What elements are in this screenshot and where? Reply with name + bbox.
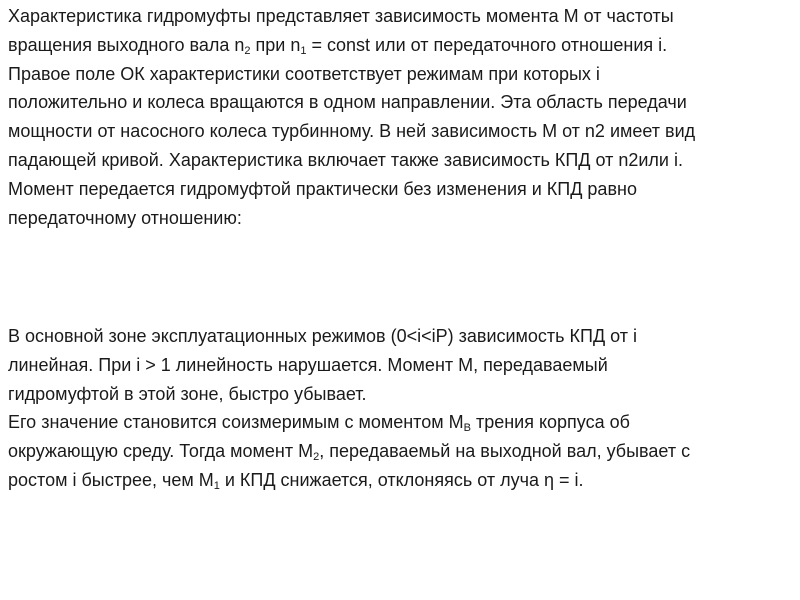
text-run: и КПД снижается, отклоняясь от луча η = i. <box>219 469 584 490</box>
text-run: при n <box>250 34 301 55</box>
text-run: , передаваемьй на выходной вал, убывает с <box>319 441 691 462</box>
text-line <box>8 408 798 437</box>
text-line <box>8 31 798 60</box>
text-run: окружающую среду. Тогда момент М <box>8 441 314 462</box>
text-line: падающей кривой. Характеристика включает также зависимость КПД от n2или i. <box>8 149 683 170</box>
text-line: Момент передается гидромуфтой практически без изменения и КПД равно <box>8 178 637 199</box>
text-run: вращения выходного вала n <box>8 34 245 55</box>
text-run: ростом i быстрее, чем М <box>8 469 214 490</box>
text-line: линейная. При i > 1 линейность нарушается. Момент М, передаваемый <box>8 354 608 375</box>
subscript: 1 <box>300 44 307 57</box>
subscript: В <box>463 422 471 435</box>
subscript: 2 <box>313 451 320 464</box>
text-line: В основной зоне эксплуатационных режимов (0<i<iР) зависимость КПД от i <box>8 326 638 346</box>
text-line: положительно и колеса вращаются в одном направлении. Эта область передачи <box>8 92 687 113</box>
subscript: 2 <box>244 44 251 57</box>
text-run: Его значение становится соизмеримым с моментом М <box>8 412 464 433</box>
text-line <box>8 437 798 466</box>
text-run: = const или от передаточного отношения i. <box>306 34 668 55</box>
text-line: Характеристика гидромуфты представляет зависимость момента М от частоты <box>8 6 674 26</box>
text-line <box>8 466 798 495</box>
text-line: передаточному отношению: <box>8 207 242 228</box>
paragraph-operating-zone <box>8 322 798 495</box>
text-run: трения корпуса об <box>470 412 630 433</box>
text-line: гидромуфтой в этой зоне, быстро убывает. <box>8 383 367 404</box>
paragraph-coupling-characteristic <box>8 2 798 232</box>
subscript: 1 <box>213 479 220 492</box>
text-line: Правое поле ОК характеристики соответствует режимам при которых i <box>8 63 600 84</box>
text-line: мощности от насосного колеса турбинному. В ней зависимость М от n2 имеет вид <box>8 121 696 142</box>
